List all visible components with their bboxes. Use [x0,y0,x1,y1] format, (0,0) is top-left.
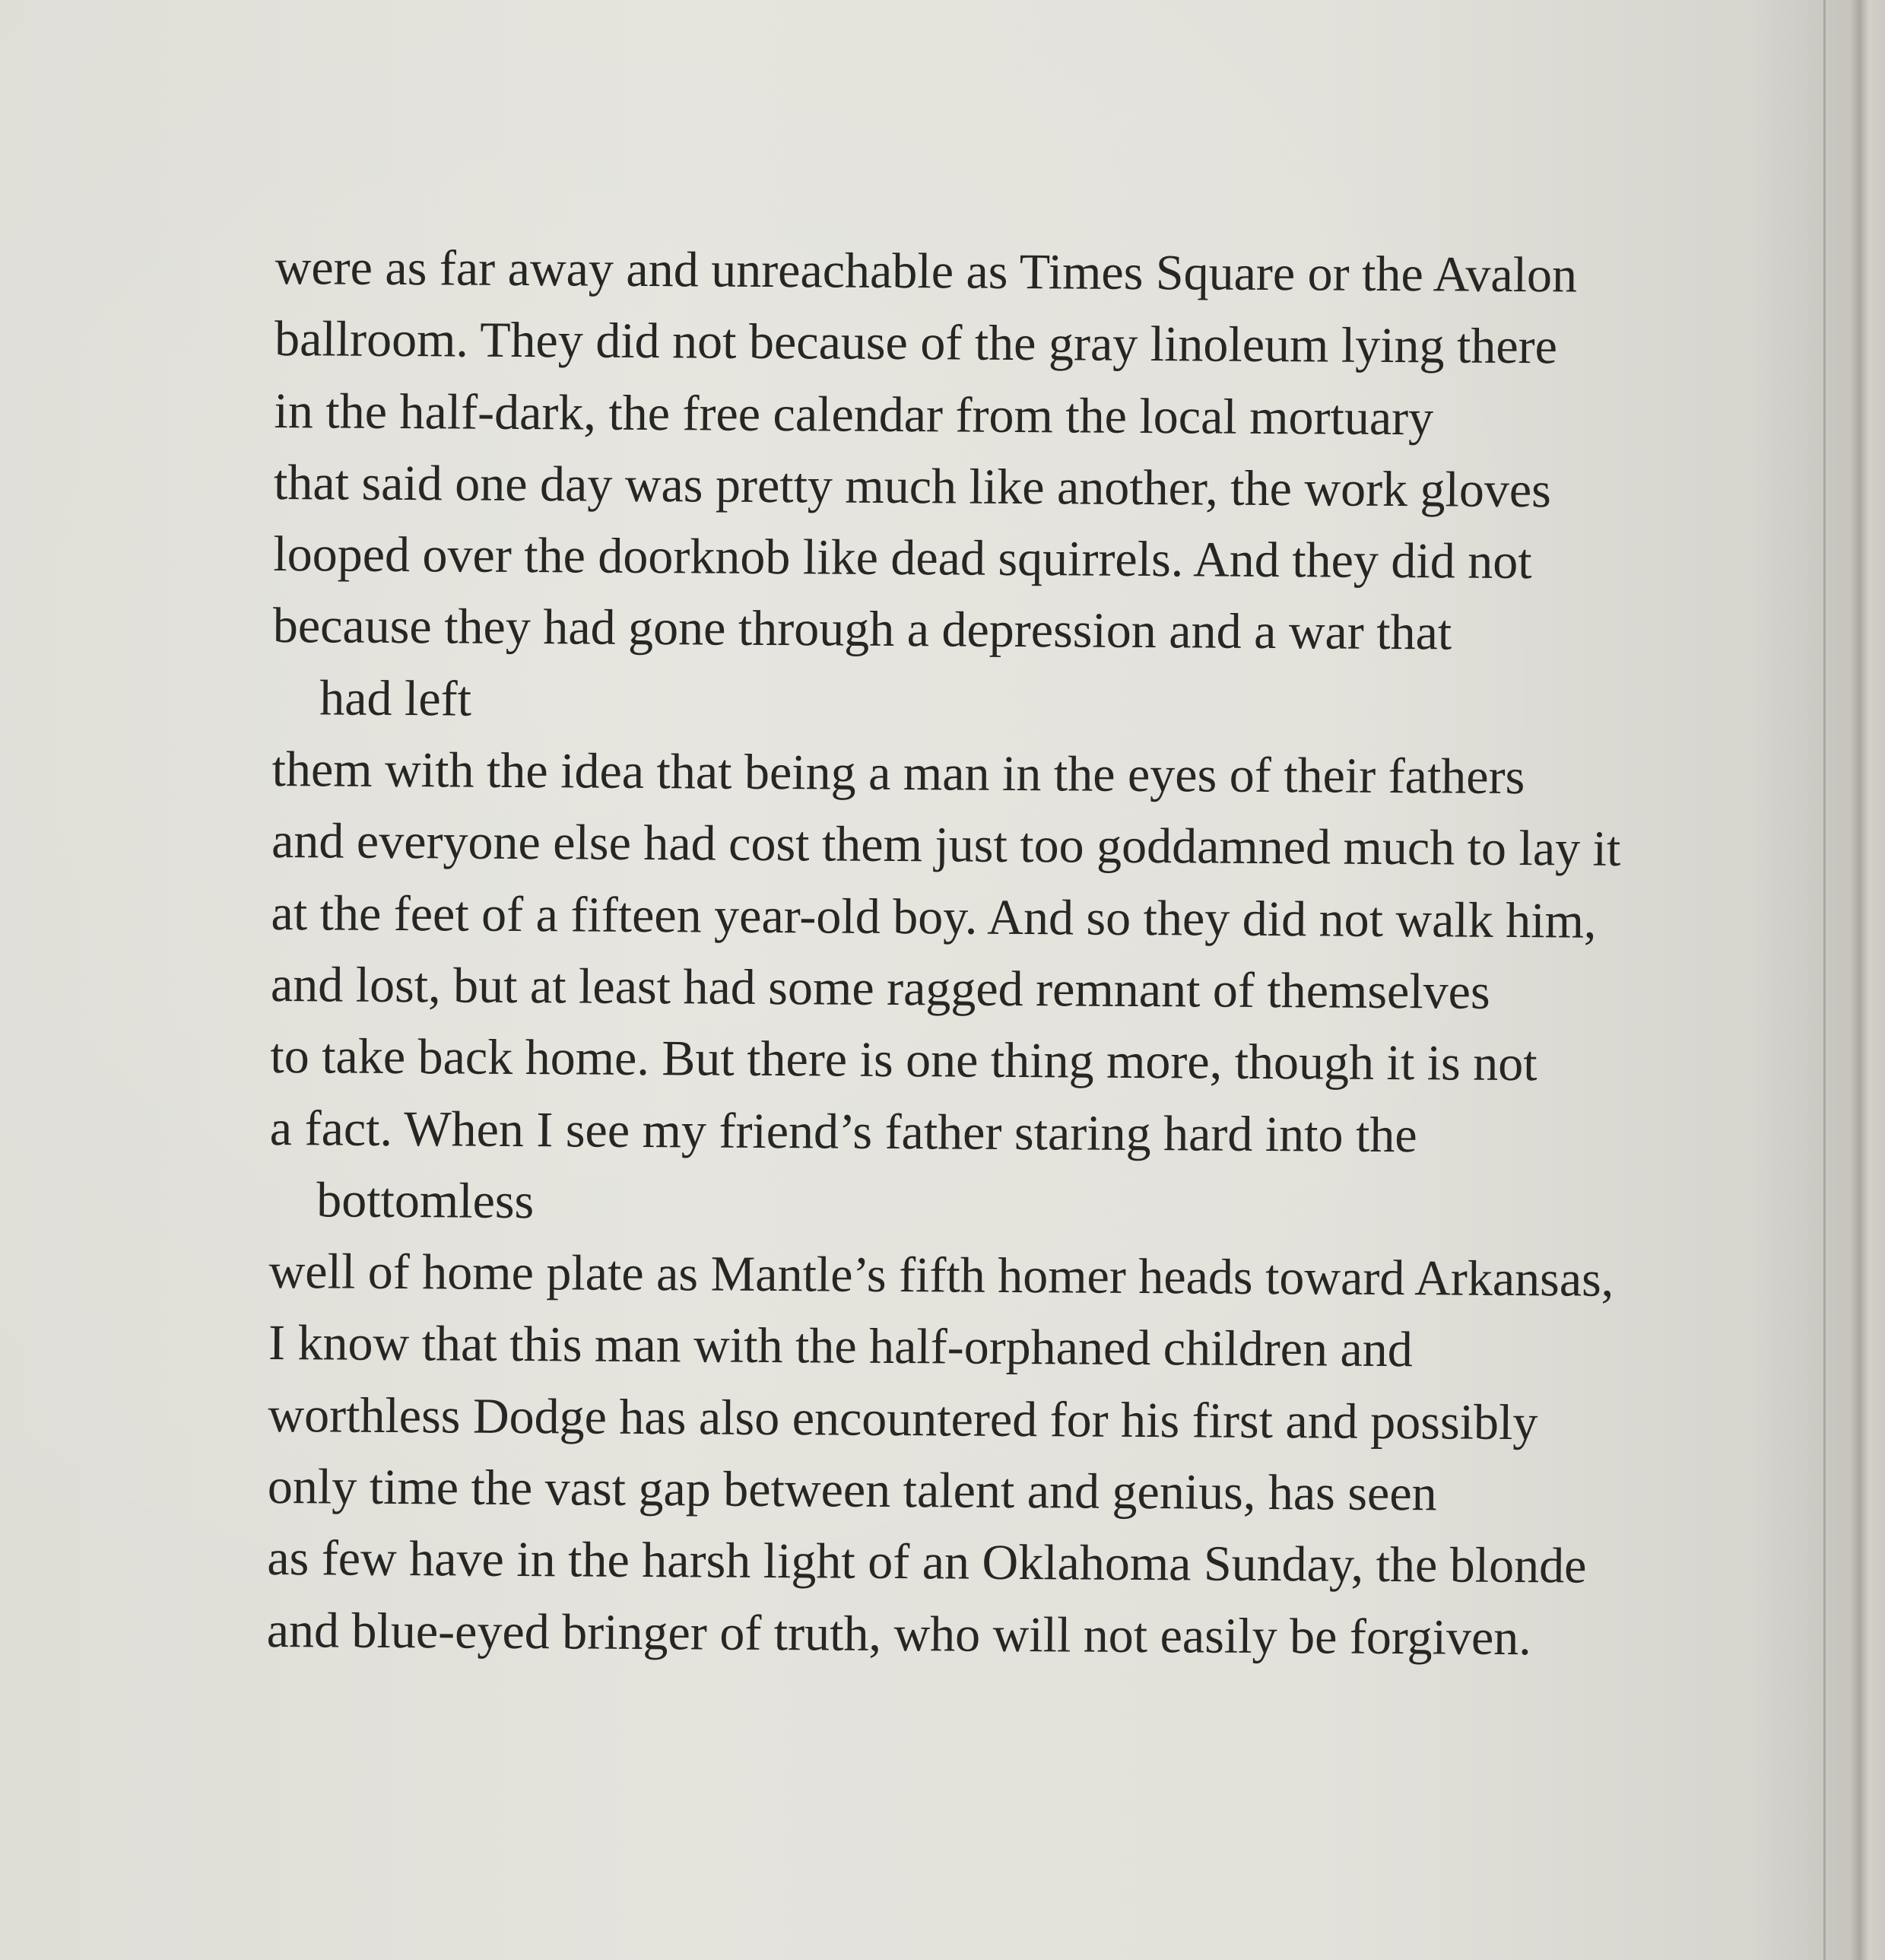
book-gutter [1821,0,1885,1960]
poem-line: them with the idea that being a man in the eyes of their fathers [271,742,1525,805]
poem-text-block [266,232,1803,1676]
poem-line: a fact. When I see my friend’s father staring hard into the [269,1100,1417,1163]
poem-line: ballroom. They did not because of the gray linoleum lying there [274,311,1558,375]
poem-line-indented: had left [319,670,472,727]
poem-line: worthless Dodge has also encountered for his first and possibly [268,1387,1538,1450]
poem-line: I know that this man with the half-orphaned children and [268,1315,1414,1378]
poem-line: and blue-eyed bringer of truth, who will not easily be forgiven. [266,1602,1531,1666]
poem-line: to take back home. But there is one thing more, though it is not [270,1028,1538,1092]
poem-line: and lost, but at least had some ragged remnant of themselves [270,956,1490,1020]
page-edge [1823,0,1826,1960]
poem-line: in the half-dark, the free calendar from the local mortuary [274,383,1434,446]
poem-line: only time the vast gap between talent and genius, has seen [267,1459,1437,1522]
poem-line: because they had gone through a depression and a war that [272,598,1452,661]
poem-line: that said one day was pretty much like another, the work gloves [273,454,1552,519]
poem-line: well of home plate as Mantle’s fifth homer heads toward Arkansas, [268,1244,1614,1307]
poem-line: looped over the doorknob like dead squirrels. And they did not [273,526,1532,590]
poem-line-indented: bottomless [316,1172,535,1229]
poem-line: as few have in the harsh light of an Oklahoma Sunday, the blonde [267,1530,1587,1594]
poem-line: were as far away and unreachable as Times Square or the Avalon [274,239,1578,303]
poem-line: at the feet of a fifteen year-old boy. And so they did not walk him, [271,885,1597,949]
poem-line: and everyone else had cost them just too goddamned much to lay it [271,813,1621,878]
